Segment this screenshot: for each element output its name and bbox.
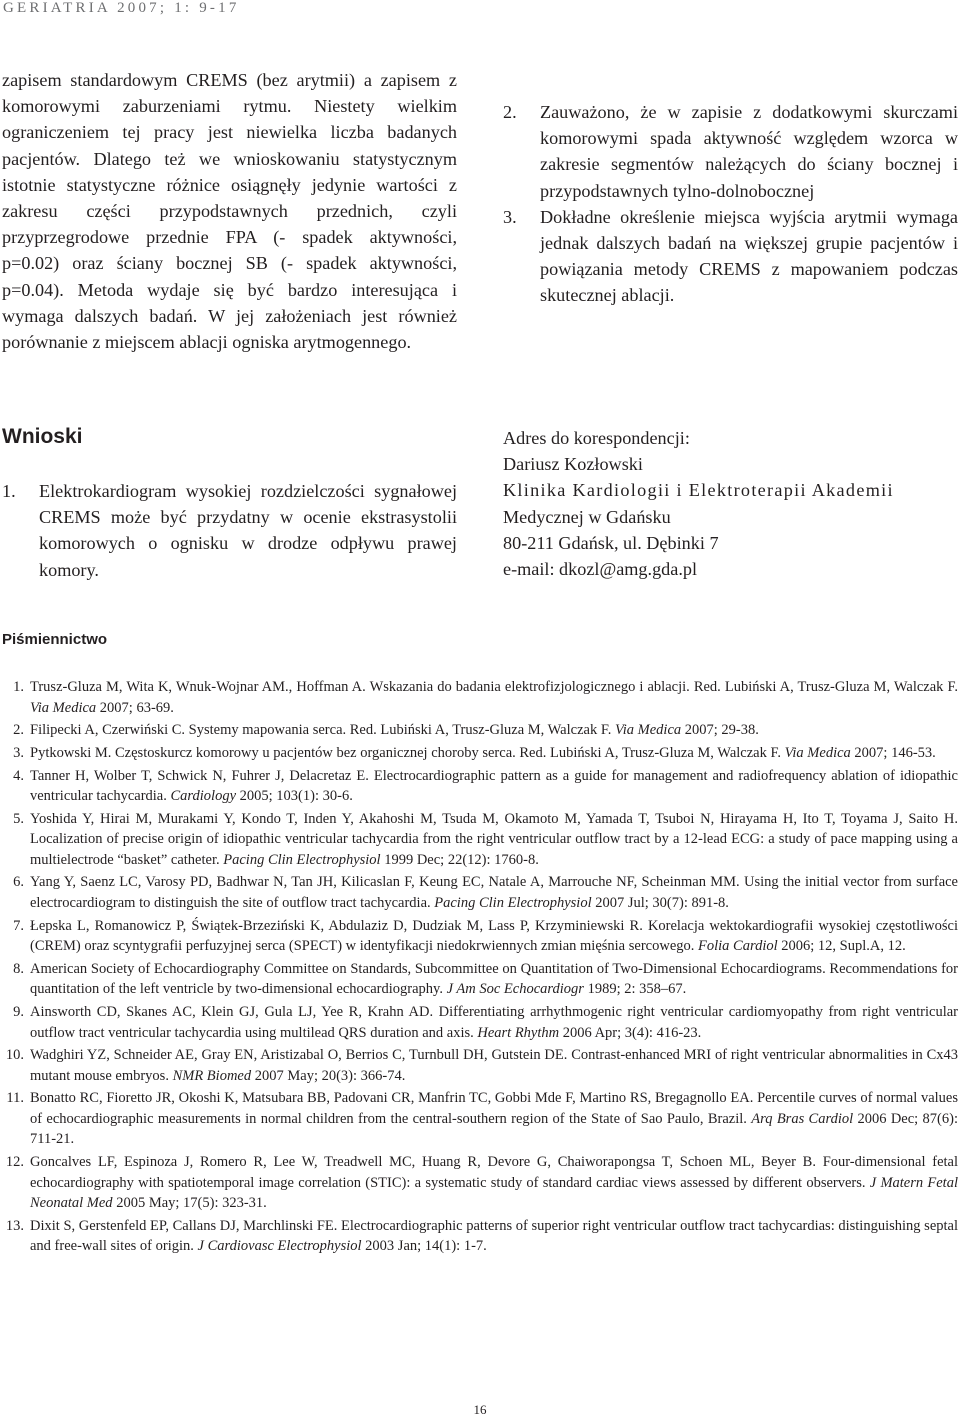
reference-item (2, 677, 958, 718)
conclusion-item (503, 204, 958, 309)
reference-item (2, 872, 958, 913)
conclusion-item (503, 99, 958, 204)
conclusion-item (2, 478, 457, 583)
reference-citation: 2007; 29-38. (681, 722, 759, 739)
reference-number: 10. (5, 1047, 24, 1064)
reference-item (2, 1045, 958, 1086)
reference-text: Ainsworth CD, Skanes AC, Klein GJ, Gula LJ, Yee R, Krahn AD. Differentiating arrhythmogenic right ventricular cardiomyopathy from right ventricular outflow tract ventricular tachycardia using multilead QRS duration and axis. (30, 1004, 958, 1041)
reference-journal: J Matern Fetal Neonatal Med (30, 1174, 958, 1212)
reference-journal: J Am Soc Echocardiogr (446, 981, 584, 998)
reference-number: 7. (13, 917, 24, 934)
conclusion-number: 2. (503, 102, 517, 122)
reference-text: Yang Y, Saenz LC, Varosy PD, Badhwar N, Tan JH, Kilicaslan F, Keung EC, Natale A, Marrouche NF, Scheinman MM. Using the initial vector from surface electrocardiogram to distinguish the site of outflow tract tachycardia. (30, 874, 958, 911)
reference-text: Tanner H, Wolber T, Schwick N, Fuhrer J, Delacretaz E. Electrocardiographic pattern as a guide for management and radiofrequency ablation of idiopathic ventricular tachycardia. (30, 767, 958, 805)
reference-item (2, 1152, 958, 1214)
reference-text: American Society of Echocardiography Committee on Standards, Subcommittee on Quantitation of Two-Dimensional Echocardiograms. Recommendations for quantitation of the left ventricle by two-dimensional echocardiography. (30, 960, 958, 998)
conclusion-number: 3. (503, 206, 517, 227)
address-street: 80-211 Gdańsk, ul. Dębinki 7 (503, 532, 719, 553)
reference-citation: 2007; 146-53. (850, 744, 936, 761)
reference-journal: Via Medica (614, 722, 682, 739)
address-institution: Klinika Kardiologii i Elektroterapii Akademii (503, 480, 894, 501)
reference-number: 11. (6, 1090, 24, 1107)
reference-number: 12. (5, 1154, 24, 1171)
reference-text: Goncalves LF, Espinoza J, Romero R, Lee W, Treadwell MC, Huang R, Devore G, Chaiworapongsa T, Schoen ML, Beyer B. Four-dimensional fetal echocardiography with spatiotemporal image correlation (STIC): a systematic study of standard cardiac views assessed by different observers. (30, 1154, 958, 1191)
reference-citation: 2006 Dec; 87(6): 711-21. (30, 1110, 958, 1148)
discussion-paragraph: zapisem standardowym CREMS (bez arytmii) a zapisem z komorowymi zaburzeniami rytmu. Niestety wielkim ograniczeniem tej pracy jest niewielka liczba badanych pacjentów. Dlatego też we wnioskowaniu statystycznym istotnie statystyczne różnice osiągnęły jedynie wartości z zakresu części przypodstawnych przednich, czyli przyprzegrodowe przednie FPA (- spadek aktywności, p=0.02) oraz ściany bocznej SB (- spadek aktywności, p=0.04). Metoda wydaje się być bardzo interesująca i wymaga dalszych badań. W jej założeniach jest również porównanie z miejscem ablacji ogniska arytmogennego. (2, 70, 457, 353)
reference-number: 3. (13, 744, 24, 761)
reference-citation: 1989; 2: 358–67. (583, 981, 687, 998)
reference-number: 13. (5, 1217, 24, 1234)
reference-number: 4. (13, 767, 24, 784)
reference-number: 2. (13, 722, 24, 739)
conclusion-number: 1. (2, 481, 16, 501)
reference-journal: Pacing Clin Electrophysiol (223, 851, 381, 868)
reference-journal: Pacing Clin Electrophysiol (434, 894, 592, 911)
reference-journal: Heart Rhythm (477, 1024, 560, 1041)
reference-citation: 2007 May; 20(3): 366-74. (251, 1067, 406, 1084)
address-name: Dariusz Kozłowski (503, 454, 643, 475)
reference-number: 9. (13, 1004, 24, 1020)
reference-citation: 2003 Jan; 14(1): 1-7. (361, 1238, 487, 1255)
reference-journal: Arq Bras Cardiol (751, 1110, 854, 1127)
reference-number: 5. (13, 810, 24, 827)
reference-item (2, 720, 958, 741)
reference-item (2, 1002, 958, 1043)
reference-text: Dixit S, Gerstenfeld EP, Callans DJ, Marchlinski FE. Electrocardiographic patterns of superior right ventricular outflow tract tachycardias: distinguishing septal and free-wall sites of origin. (30, 1217, 958, 1255)
reference-text: Yoshida Y, Hirai M, Murakami Y, Kondo T, Inden Y, Akahoshi M, Tsuda M, Okamoto M, Yamada T, Tsuboi N, Hirayama H, Ito T, Toyama J, Saito H. Localization of precise origin of idiopathic ventricular tachycardia from the right ventricular outflow tract by a 12-lead ECG: a study of pace mapping using a multielectrode “basket” catheter. (30, 810, 958, 868)
reference-number: 6. (13, 874, 24, 891)
reference-text: Bonatto RC, Fioretto JR, Okoshi K, Matsubara BB, Padovani CR, Manfrin TC, Gobbi Mde F, Martino RS, Bregagnollo EA. Percentile curves of normal values of echocardiographic measurements in normal children from the central-southern region of the State of Sao Paulo, Brazil. (30, 1090, 958, 1127)
reference-text: Filipecki A, Czerwiński C. Systemy mapowania serca. Red. Lubiński A, Trusz-Gluza M, Walczak F. (30, 722, 615, 739)
reference-citation: 2005 May; 17(5): 323-31. (112, 1195, 267, 1212)
reference-text: Pytkowski M. Częstoskurcz komorowy u pacjentów bez organicznej choroby serca. Red. Lubiński A, Trusz-Gluza M, Walczak F. (30, 744, 785, 761)
left-column (2, 67, 457, 355)
reference-text: Trusz-Gluza M, Wita K, Wnuk-Wojnar AM., Hoffman A. Wskazania do badania elektrofizjologicznego i ablacji. Red. Lubiński A, Trusz-Gluza M, Walczak F. (30, 679, 958, 695)
reference-text: Wadghiri YZ, Schneider AE, Gray EN, Aristizabal O, Berrios C, Turnbull DH, Gutstein DE. Contrast-enhanced MRI of right ventricular abnormalities in Cx43 mutant mouse embryos. (30, 1047, 958, 1084)
page-number: 16 (473, 1402, 487, 1417)
address-label: Adres do korespondencji: (503, 428, 690, 448)
reference-citation: 2005; 103(1): 30-6. (236, 788, 353, 805)
references-heading: Piśmiennictwo (2, 631, 108, 648)
reference-item (2, 743, 958, 764)
reference-journal: Folia Cardiol (698, 938, 778, 955)
address-email[interactable]: e-mail: dkozl@amg.gda.pl (503, 559, 698, 580)
reference-item (2, 1216, 958, 1257)
reference-number: 8. (13, 960, 24, 977)
reference-journal: Via Medica (30, 699, 97, 716)
reference-citation: 2006 Apr; 3(4): 416-23. (559, 1024, 702, 1041)
reference-item (2, 959, 958, 1000)
left-conclusions (2, 478, 457, 583)
reference-item (2, 766, 958, 807)
conclusion-text: Elektrokardiogram wysokiej rozdzielczości sygnałowej CREMS może być przydatny w ocenie ekstrasystolii komorowych o ognisku w drodze odpływu prawej komory. (39, 481, 457, 580)
reference-number: 1. (13, 679, 24, 695)
reference-citation: 2007 Jul; 30(7): 891-8. (591, 894, 729, 911)
reference-item (2, 809, 958, 871)
reference-journal: Cardiology (170, 788, 237, 805)
reference-journal: Via Medica (784, 744, 851, 761)
reference-item (2, 916, 958, 957)
references-list (2, 677, 958, 1259)
reference-item (2, 1088, 958, 1150)
right-column (503, 99, 958, 309)
reference-citation: 2007; 63-69. (96, 699, 174, 716)
reference-journal: NMR Biomed (172, 1067, 252, 1084)
conclusion-text: Dokładne określenie miejsca wyjścia arytmii wymaga jednak dalszych badań na większej grupie pacjentów i powiązania metody CREMS z mapowaniem podczas skutecznej ablacji. (540, 206, 958, 306)
conclusion-text: Zauważono, że w zapisie z dodatkowymi skurczami komorowymi spada aktywność względem wzorca w zakresie segmentów należących do ściany bocznej i przypodstawnych tylno-dolnobocznej (540, 102, 958, 201)
conclusions-heading: Wnioski (2, 425, 83, 448)
reference-citation: 2006; 12, Supl.A, 12. (777, 938, 906, 955)
address-institution-cont: Medycznej w Gdańsku (503, 506, 671, 527)
reference-text: Łepska L, Romanowicz P, Świątek-Brzeziński K, Abdulaziz D, Dudziak M, Lass P, Krzyminiewski R. Korelacja wektokardiografii wysokiej częstotliwości (CREM) oraz scyntygrafii perfuzyjnej serca (SPECT) w identyfikacji niedokrwiennych zmian mięśnia sercowego. (30, 917, 958, 955)
reference-journal: J Cardiovasc Electrophysiol (197, 1238, 362, 1255)
correspondence-address (503, 425, 960, 582)
reference-citation: 1999 Dec; 22(12): 1760-8. (380, 851, 539, 868)
journal-running-header: GERIATRIA 2007; 1: 9-17 (3, 0, 240, 16)
